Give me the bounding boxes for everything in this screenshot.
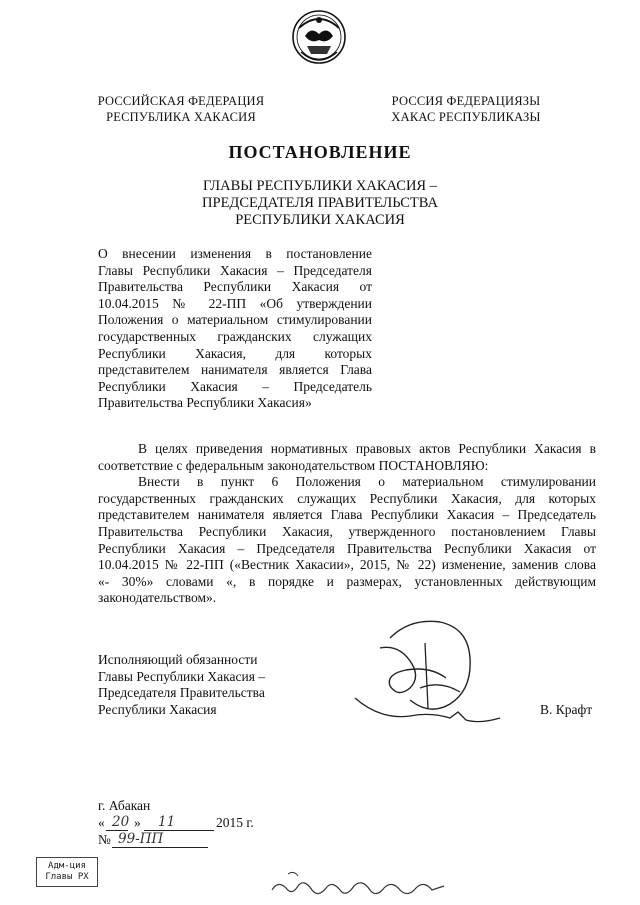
body-line: законодательством». [98, 590, 217, 606]
number-value: 99-ПП [118, 831, 164, 847]
subject-line: государственных гражданских служащих [98, 328, 372, 344]
stamp-line-1: Адм-ция [48, 861, 86, 871]
subject-line: Главы Республики Хакасия – Председателя [98, 262, 372, 278]
signatory-line: Председателя Правительства [98, 685, 265, 700]
subject-line: 10.04.2015 № 22-ПП «Об утверждении [98, 295, 372, 311]
body-line: Внести в пункт 6 Положения о материальном стимулировании [138, 474, 596, 490]
subject-line: Республики Хакасия – Председатель [98, 378, 372, 394]
subject-line: О внесении изменения в постановление [98, 246, 372, 261]
date-quote-open: « [98, 815, 105, 830]
subject-block [98, 246, 372, 412]
number-underline [112, 847, 208, 848]
subject-line: Республики Хакасия, для которых [98, 345, 372, 361]
document-title: ПОСТАНОВЛЕНИЕ [228, 142, 412, 162]
subtitle-line-2: ПРЕДСЕДАТЕЛЯ ПРАВИТЕЛЬСТВА [202, 195, 438, 211]
signatory-line: Республики Хакасия [98, 701, 217, 717]
number-line [98, 832, 218, 850]
body-line: представителем нанимателя является Глава Республики Хакасия – Председатель [98, 507, 596, 523]
header-right-line-2: ХАКАС РЕСПУБЛИКАЗЫ [391, 110, 541, 124]
date-year: 2015 г. [216, 815, 254, 830]
signatory-line: Главы Республики Хакасия – [98, 668, 266, 684]
date-quote-close: » [134, 815, 141, 830]
registration-stamp [36, 857, 98, 887]
header-left-line-1: РОССИЙСКАЯ ФЕДЕРАЦИЯ [97, 94, 265, 108]
document-subtitle [0, 178, 640, 229]
number-label: № [98, 832, 111, 847]
body-line: «- 30%» словами «, в порядке и размерах, установленных действующим [98, 573, 596, 589]
subject-line: Положения о материальном стимулировании [98, 312, 372, 328]
city-label: г. Абакан [98, 798, 151, 813]
signer-name: В. Крафт [540, 702, 593, 717]
handwritten-annotation [268, 868, 448, 904]
date-day: 20 [112, 814, 130, 830]
body-line: 10.04.2015 № 22-ПП («Вестник Хакасии», 2015, № 22) изменение, заменив слова [98, 557, 596, 573]
subject-line: Правительства Республики Хакасия от [98, 279, 372, 295]
header-left-line-2: РЕСПУБЛИКА ХАКАСИЯ [106, 110, 256, 124]
subject-line: Правительства Республики Хакасия» [98, 395, 312, 411]
stamp-line-2: Главы РХ [45, 872, 89, 882]
header-right [355, 93, 577, 125]
subtitle-line-3: РЕСПУБЛИКИ ХАКАСИЯ [235, 212, 405, 228]
subject-line: представителем нанимателя является Глава [98, 362, 372, 378]
subtitle-line-1: ГЛАВЫ РЕСПУБЛИКИ ХАКАСИЯ – [203, 178, 437, 194]
header-right-line-1: РОССИЯ ФЕДЕРАЦИЯЗЫ [391, 94, 541, 108]
handwritten-signature [350, 608, 510, 728]
body-line: Правительства Республики Хакасия, утвержденного постановлением Главы [98, 523, 596, 539]
decree-body [98, 441, 596, 607]
signatory-title [98, 652, 265, 718]
coat-of-arms-emblem [291, 6, 347, 68]
header-left [70, 93, 292, 125]
body-line: В целях приведения нормативных правовых актов Республики Хакасия в [138, 441, 596, 456]
body-line: государственных гражданских служащих Республики Хакасия, для которых [98, 490, 596, 506]
signatory-line: Исполняющий обязанности [98, 652, 258, 667]
body-line: Республики Хакасия – Председателя Правительства Республики Хакасия от [98, 540, 596, 556]
date-month: 11 [158, 814, 176, 830]
body-line: соответствие с федеральным законодательством ПОСТАНОВЛЯЮ: [98, 457, 489, 473]
